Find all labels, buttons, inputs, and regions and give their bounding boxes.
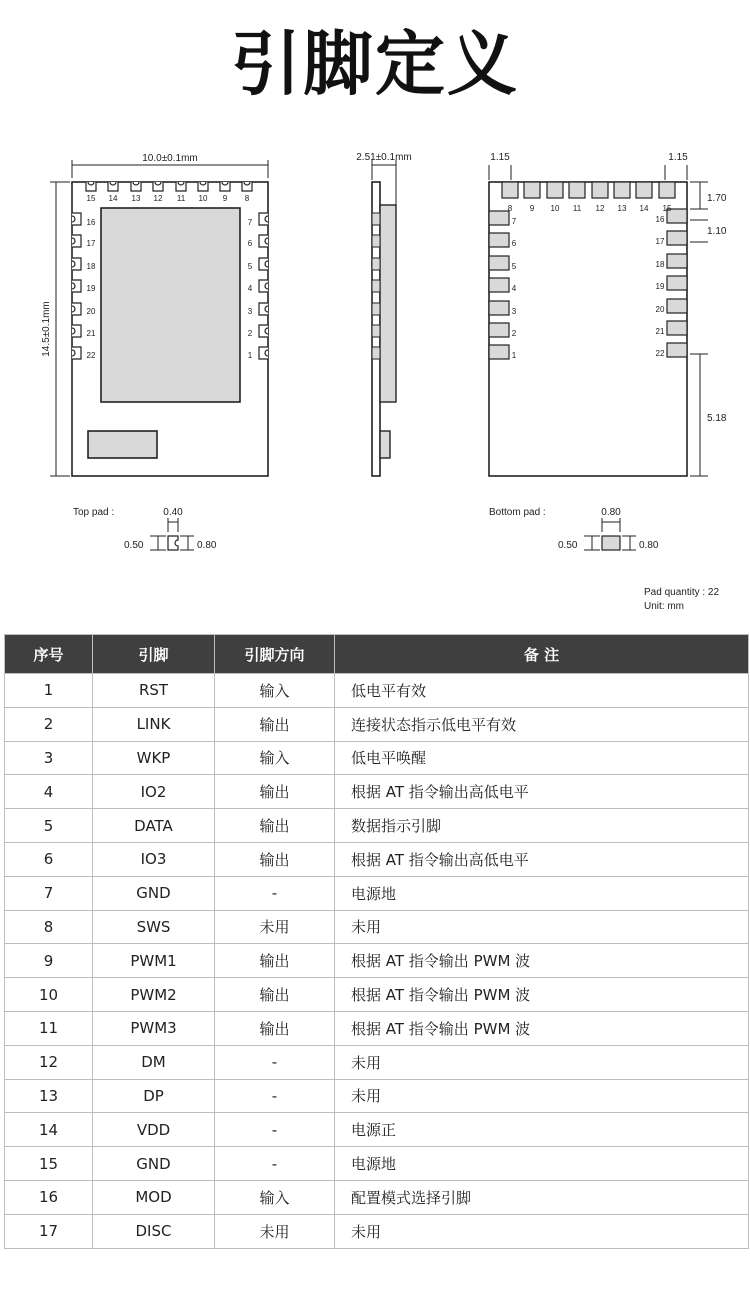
- page-title: 引脚定义: [231, 23, 519, 105]
- pin-number: 22: [86, 351, 96, 360]
- bottom-pad: [614, 182, 630, 198]
- bottom-pad: [667, 254, 687, 268]
- bottom-pad: [489, 233, 509, 247]
- bottom-pad: [636, 182, 652, 198]
- pin-note-cell: 连接状态指示低电平有效: [335, 707, 749, 741]
- label-area: [88, 431, 157, 458]
- top-pad-label: Top pad :: [73, 507, 115, 518]
- pin-note-cell: 未用: [335, 1045, 749, 1079]
- castellated-pad: [72, 258, 81, 270]
- bottom-view: [489, 152, 727, 476]
- column-header: 备 注: [335, 635, 749, 674]
- bottom-pad: [592, 182, 608, 198]
- castellated-pad: [72, 303, 81, 315]
- pin-direction-cell: 输入: [215, 674, 335, 708]
- bottom-pad: [667, 231, 687, 245]
- pin-number: 3: [247, 307, 253, 316]
- table-row: [5, 842, 749, 876]
- table-row: [5, 674, 749, 708]
- pin-number: 15: [86, 194, 96, 203]
- pin-number: 21: [655, 327, 665, 336]
- bottom-pad-width-label: 0.80: [601, 507, 621, 518]
- pin-note-cell: 配置模式选择引脚: [335, 1180, 749, 1214]
- pin-name-cell: MOD: [93, 1180, 215, 1214]
- pin-name-cell: GND: [93, 1147, 215, 1181]
- pin-direction-cell: 输出: [215, 944, 335, 978]
- castellated-pad: [242, 182, 252, 191]
- pin-number: 5: [511, 262, 517, 271]
- pin-direction-cell: 输入: [215, 1180, 335, 1214]
- bottom-pad: [489, 278, 509, 292]
- table-row: [5, 1214, 749, 1248]
- pin-number: 9: [222, 194, 228, 203]
- pin-name-cell: IO3: [93, 842, 215, 876]
- pin-note-cell: 低电平有效: [335, 674, 749, 708]
- pin-number: 13: [617, 204, 627, 213]
- pin-note-cell: 未用: [335, 1079, 749, 1113]
- bottom-left-offset-label: 1.15: [490, 152, 510, 163]
- table-row: [5, 741, 749, 775]
- pin-number-cell: 7: [5, 876, 93, 910]
- castellated-pad: [220, 182, 230, 191]
- bottom-pad: [547, 182, 563, 198]
- castellated-pad: [131, 182, 141, 191]
- pin-note-cell: 低电平唤醒: [335, 741, 749, 775]
- pin-table-body: [5, 674, 749, 1249]
- pin-name-cell: DISC: [93, 1214, 215, 1248]
- pin-number-cell: 5: [5, 809, 93, 843]
- bottom-pad: [489, 301, 509, 315]
- bottom-dim-3-label: 5.18: [707, 413, 727, 424]
- side-thickness-label: 2.51±0.1mm: [356, 152, 412, 163]
- bottom-pad: [489, 345, 509, 359]
- top-pad-shape: [168, 536, 178, 550]
- side-label: [380, 431, 390, 458]
- pin-number-cell: 9: [5, 944, 93, 978]
- column-header: 引脚: [93, 635, 215, 674]
- castellated-pad: [259, 303, 268, 315]
- pin-number-cell: 17: [5, 1214, 93, 1248]
- pin-number: 21: [86, 329, 96, 338]
- pin-number-cell: 11: [5, 1011, 93, 1045]
- column-header: 引脚方向: [215, 635, 335, 674]
- castellated-pad: [72, 347, 81, 359]
- pin-number: 11: [176, 194, 186, 203]
- pin-note-cell: 根据 AT 指令输出高低电平: [335, 842, 749, 876]
- top-width-dim-label: 10.0±0.1mm: [142, 153, 198, 164]
- pin-number: 4: [511, 284, 517, 293]
- castellated-pad: [259, 213, 268, 225]
- bottom-dim-1-label: 1.70: [707, 193, 727, 204]
- pin-number-cell: 15: [5, 1147, 93, 1181]
- bottom-pad-detail: [489, 507, 659, 551]
- bottom-pad: [667, 299, 687, 313]
- bottom-pad: [489, 211, 509, 225]
- pin-number: 20: [655, 305, 665, 314]
- top-view: [41, 153, 268, 476]
- pin-direction-cell: -: [215, 876, 335, 910]
- side-view-pads: [372, 213, 380, 359]
- pin-number: 17: [86, 239, 96, 248]
- pin-number-cell: 16: [5, 1180, 93, 1214]
- pin-note-cell: 数据指示引脚: [335, 809, 749, 843]
- pin-number-cell: 12: [5, 1045, 93, 1079]
- pin-number: 7: [247, 218, 253, 227]
- pin-number: 19: [655, 282, 665, 291]
- castellated-pad: [153, 182, 163, 191]
- pin-number: 2: [247, 329, 253, 338]
- bottom-pad: [667, 343, 687, 357]
- pin-direction-cell: -: [215, 1147, 335, 1181]
- pin-note-cell: 根据 AT 指令输出 PWM 波: [335, 1011, 749, 1045]
- pin-number-cell: 13: [5, 1079, 93, 1113]
- pin-direction-cell: 输出: [215, 1011, 335, 1045]
- pin-note-cell: 电源地: [335, 876, 749, 910]
- pin-note-cell: 根据 AT 指令输出 PWM 波: [335, 944, 749, 978]
- bottom-pad: [667, 321, 687, 335]
- top-pad-height-label: 0.50: [124, 540, 144, 551]
- pin-number: 22: [655, 349, 665, 358]
- pin-number-cell: 14: [5, 1113, 93, 1147]
- castellated-pad: [259, 325, 268, 337]
- side-pad: [372, 213, 380, 225]
- pin-name-cell: PWM2: [93, 978, 215, 1012]
- table-row: [5, 1180, 749, 1214]
- pin-name-cell: WKP: [93, 741, 215, 775]
- pin-number: 6: [247, 239, 253, 248]
- pin-name-cell: PWM1: [93, 944, 215, 978]
- pin-direction-cell: -: [215, 1079, 335, 1113]
- pin-name-cell: RST: [93, 674, 215, 708]
- bottom-pad: [524, 182, 540, 198]
- bottom-pad: [659, 182, 675, 198]
- pin-number-cell: 8: [5, 910, 93, 944]
- pin-number: 10: [198, 194, 208, 203]
- top-height-dim-label: 14.5±0.1mm: [41, 301, 52, 357]
- pin-number-cell: 3: [5, 741, 93, 775]
- pin-number: 19: [86, 284, 96, 293]
- castellated-pad: [72, 325, 81, 337]
- bottom-right-offset-label: 1.15: [668, 152, 688, 163]
- pin-number: 15: [662, 204, 672, 213]
- bottom-pad-label: Bottom pad :: [489, 507, 546, 518]
- table-row: [5, 775, 749, 809]
- pin-direction-cell: 未用: [215, 910, 335, 944]
- pin-number: 18: [86, 262, 96, 271]
- pin-note-cell: 未用: [335, 1214, 749, 1248]
- pin-number: 11: [572, 204, 582, 213]
- pin-number: 1: [511, 351, 517, 360]
- table-row: [5, 1113, 749, 1147]
- pin-number: 8: [244, 194, 250, 203]
- pin-direction-cell: 未用: [215, 1214, 335, 1248]
- pin-note-cell: 电源地: [335, 1147, 749, 1181]
- pin-number-cell: 6: [5, 842, 93, 876]
- pin-number: 10: [550, 204, 560, 213]
- pin-number: 7: [511, 217, 517, 226]
- unit-note: Unit: mm: [644, 601, 684, 612]
- column-header: 序号: [5, 635, 93, 674]
- bottom-pad-length-label: 0.80: [639, 540, 659, 551]
- pin-number: 8: [507, 204, 513, 213]
- table-row: [5, 876, 749, 910]
- pin-direction-cell: 输出: [215, 775, 335, 809]
- castellated-pad: [72, 235, 81, 247]
- table-row: [5, 910, 749, 944]
- pin-number: 16: [86, 218, 96, 227]
- pin-direction-cell: 输出: [215, 978, 335, 1012]
- pin-number: 9: [529, 204, 535, 213]
- pin-number: 20: [86, 307, 96, 316]
- pin-direction-cell: 输出: [215, 842, 335, 876]
- side-pad: [372, 303, 380, 315]
- table-row: [5, 809, 749, 843]
- pin-direction-cell: 输入: [215, 741, 335, 775]
- table-row: [5, 1011, 749, 1045]
- table-row: [5, 1147, 749, 1181]
- bottom-pad: [489, 256, 509, 270]
- pin-name-cell: IO2: [93, 775, 215, 809]
- castellated-pad: [259, 235, 268, 247]
- pin-number: 2: [511, 329, 517, 338]
- pin-number-cell: 10: [5, 978, 93, 1012]
- castellated-pad: [198, 182, 208, 191]
- side-view: [356, 152, 412, 476]
- pin-number-cell: 1: [5, 674, 93, 708]
- pin-definition-table: [4, 634, 749, 1249]
- bottom-pad-height-label: 0.50: [558, 540, 578, 551]
- side-pad: [372, 325, 380, 337]
- pin-number: 3: [511, 307, 517, 316]
- top-pad-width-label: 0.40: [163, 507, 183, 518]
- bottom-dim-2-label: 1.10: [707, 226, 727, 237]
- module-drawing: [0, 0, 750, 620]
- castellated-pad: [72, 213, 81, 225]
- pin-number: 5: [247, 262, 253, 271]
- pin-name-cell: SWS: [93, 910, 215, 944]
- pin-note-cell: 电源正: [335, 1113, 749, 1147]
- pin-name-cell: DP: [93, 1079, 215, 1113]
- pin-number: 1: [247, 351, 253, 360]
- castellated-pad: [86, 182, 96, 191]
- pin-name-cell: GND: [93, 876, 215, 910]
- pin-number-cell: 4: [5, 775, 93, 809]
- castellated-pad: [108, 182, 118, 191]
- pin-direction-cell: 输出: [215, 707, 335, 741]
- table-row: [5, 944, 749, 978]
- pin-note-cell: 根据 AT 指令输出高低电平: [335, 775, 749, 809]
- bottom-pad-shape: [602, 536, 620, 550]
- pin-name-cell: DM: [93, 1045, 215, 1079]
- bottom-pad: [502, 182, 518, 198]
- pin-number: 6: [511, 239, 517, 248]
- top-pad-detail: [73, 507, 217, 551]
- pin-name-cell: LINK: [93, 707, 215, 741]
- pin-note-cell: 根据 AT 指令输出 PWM 波: [335, 978, 749, 1012]
- pin-number-cell: 2: [5, 707, 93, 741]
- pin-number: 4: [247, 284, 253, 293]
- pin-number: 12: [153, 194, 163, 203]
- table-row: [5, 1079, 749, 1113]
- pin-direction-cell: -: [215, 1045, 335, 1079]
- castellated-pad: [176, 182, 186, 191]
- pin-name-cell: VDD: [93, 1113, 215, 1147]
- pin-note-cell: 未用: [335, 910, 749, 944]
- pin-number: 13: [131, 194, 141, 203]
- pin-number: 14: [639, 204, 649, 213]
- castellated-pad: [72, 280, 81, 292]
- pin-name-cell: PWM3: [93, 1011, 215, 1045]
- pin-number: 18: [655, 260, 665, 269]
- pad-quantity-note: Pad quantity : 22: [644, 587, 720, 598]
- pin-number: 14: [108, 194, 118, 203]
- castellated-pad: [259, 280, 268, 292]
- pin-number: 17: [655, 237, 665, 246]
- table-row: [5, 707, 749, 741]
- pin-name-cell: DATA: [93, 809, 215, 843]
- pin-direction-cell: -: [215, 1113, 335, 1147]
- shield-can: [101, 208, 240, 402]
- side-pad: [372, 347, 380, 359]
- bottom-pad: [667, 276, 687, 290]
- top-pad-length-label: 0.80: [197, 540, 217, 551]
- bottom-pad: [489, 323, 509, 337]
- table-row: [5, 978, 749, 1012]
- castellated-pad: [259, 258, 268, 270]
- castellated-pad: [259, 347, 268, 359]
- table-row: [5, 1045, 749, 1079]
- side-pad: [372, 235, 380, 247]
- side-shield: [380, 205, 396, 402]
- pin-direction-cell: 输出: [215, 809, 335, 843]
- pin-number: 12: [595, 204, 605, 213]
- table-header-row: [5, 635, 749, 674]
- side-pad: [372, 280, 380, 292]
- bottom-pad: [569, 182, 585, 198]
- pin-number: 16: [655, 215, 665, 224]
- side-pad: [372, 258, 380, 270]
